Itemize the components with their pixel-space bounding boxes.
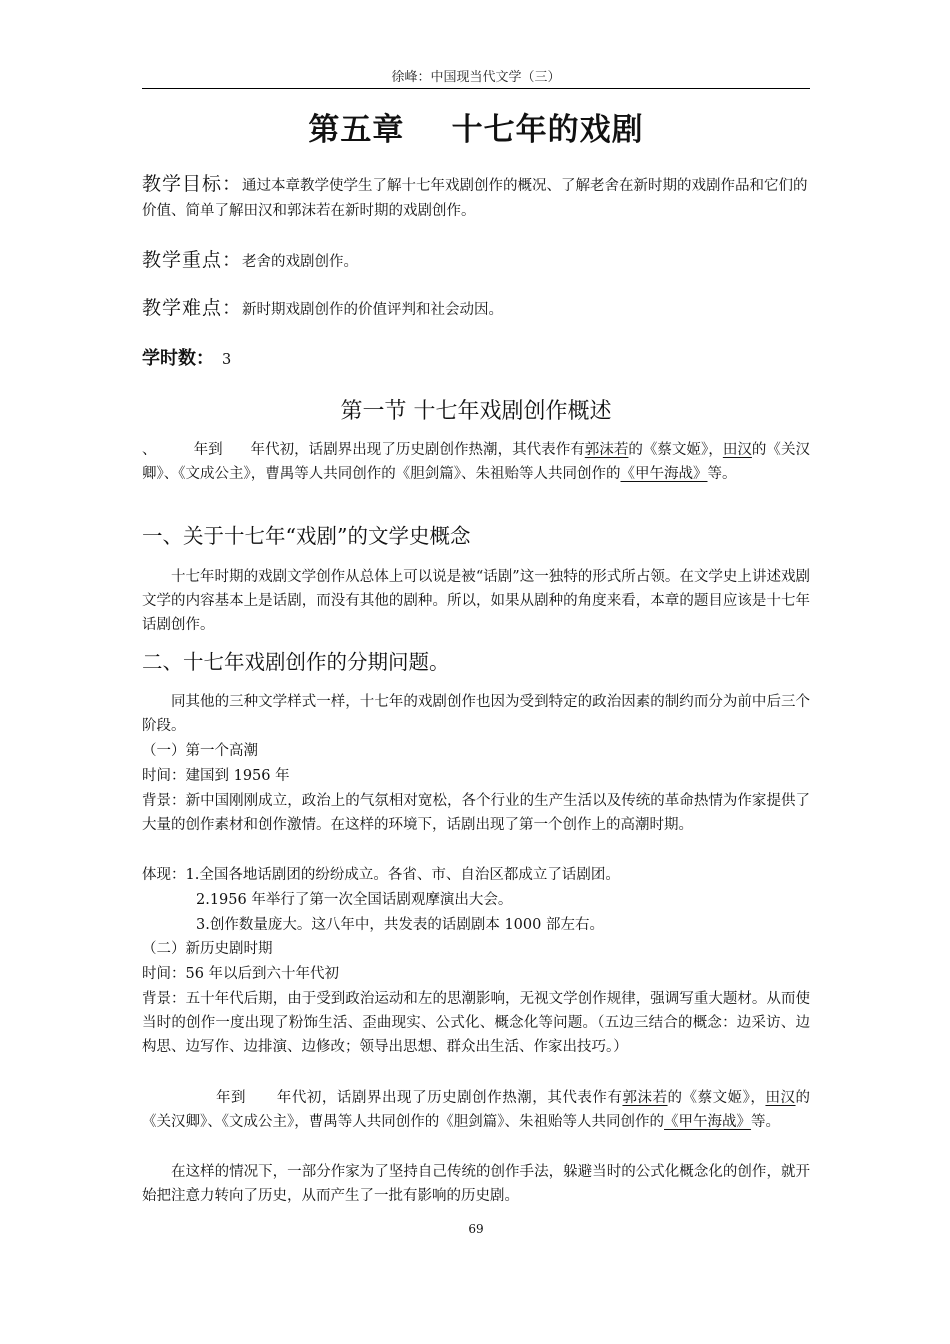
section-title: 第一节 十七年戏剧创作概述 <box>340 399 612 424</box>
manifest-label: 体现： <box>142 867 186 883</box>
stage2-background: 背景：五十年代后期，由于受到政治运动和左的思潮影响，无视文学创作规律，强调写重大题材。从而使当时的创作一度出现了粉饰生活、歪曲现实、公式化、概念化等问题。（五边三结合的概念：边采访、边构思、边写作、边排演、边修改；领导出思想、群众出生活、作家出技巧。） <box>142 991 810 1055</box>
focus-label: 教学重点： <box>142 249 243 271</box>
stage1-time: 时间：建国到 1956 年 <box>142 768 290 784</box>
work-jiawu-haizhan: 《甲午海战》 <box>664 1114 751 1130</box>
author-tian-han: 田汉 <box>765 1090 796 1106</box>
stage1-title: （一）第一个高潮 <box>142 743 258 759</box>
manifest-item: 3.创作数量庞大。这八年中，共发表的话剧剧本 1000 部左右。 <box>196 917 604 933</box>
objective-text: 通过本章教学使学生了解十七年戏剧创作的概况、了解老舍在新时期的戏剧作品和它们的价值、简单了解田汉和郭沫若在新时期的戏剧创作。 <box>142 178 808 219</box>
author-guo-moruo: 郭沫若 <box>584 442 629 458</box>
intro-paragraph: 、 年到 年代初，话剧界出现了历史剧创作热潮，其代表作有郭沫若的《蔡文姬》，田汉的《关汉卿》、《文成公主》，曹禺等人共同创作的《胆剑篇》、朱祖贻等人共同创作的《甲午海战》等。 <box>142 442 810 482</box>
header-rule <box>142 88 810 89</box>
class-hours <box>142 346 810 373</box>
difficulty-text: 新时期戏剧创作的价值评判和社会动因。 <box>242 302 504 318</box>
teaching-objective <box>142 172 810 224</box>
teaching-focus <box>142 248 810 275</box>
closing-paragraph: 在这样的情况下，一部分作家为了坚持自己传统的创作手法，躲避当时的公式化概念化的创作，就开始把注意力转向了历史，从而产生了一批有影响的历史剧。 <box>142 1164 810 1204</box>
heading-concept: 一、关于十七年“戏剧”的文学史概念 <box>142 524 471 548</box>
stage1-background: 背景：新中国刚刚成立，政治上的气氛相对宽松，各个行业的生产生活以及传统的革命热情为作家提供了大量的创作素材和创作激情。在这样的环境下，话剧出现了第一个创作上的高潮时期。 <box>142 793 810 833</box>
difficulty-label: 教学难点： <box>142 297 243 319</box>
author-tian-han: 田汉 <box>722 442 752 458</box>
teaching-difficulty <box>142 296 810 323</box>
manifest-item: 2.1956 年举行了第一次全国话剧观摩演出大会。 <box>196 892 513 908</box>
focus-text: 老舍的戏剧创作。 <box>242 254 359 270</box>
objective-label: 教学目标： <box>142 173 243 195</box>
stage2-time: 时间：56 年以后到六十年代初 <box>142 966 340 982</box>
stage1-manifest <box>142 863 810 887</box>
hours-label: 学时数： <box>142 348 214 369</box>
author-guo-moruo: 郭沫若 <box>622 1090 668 1106</box>
manifest-item: 1.全国各地话剧团的纷纷成立。各省、市、自治区都成立了话剧团。 <box>185 867 620 883</box>
heading-periods: 二、十七年戏剧创作的分期问题。 <box>142 650 450 674</box>
chapter-title: 第五章 十七年的戏剧 <box>308 112 644 148</box>
running-header: 徐峰：中国现当代文学（三） <box>391 70 561 85</box>
stage2-title: （二）新历史剧时期 <box>142 941 273 957</box>
work-jiawu-haizhan: 《甲午海战》 <box>620 466 708 482</box>
repeat-paragraph: 年到 年代初，话剧界出现了历史剧创作热潮，其代表作有郭沫若的《蔡文姬》，田汉的《关汉卿》、《文成公主》，曹禺等人共同创作的《胆剑篇》、朱祖贻等人共同创作的《甲午海战》等。 <box>142 1090 811 1130</box>
periods-paragraph: 同其他的三种文学样式一样，十七年的戏剧创作也因为受到特定的政治因素的制约而分为前中后三个阶段。 <box>142 694 810 734</box>
hours-value: 3 <box>222 352 232 368</box>
page-number: 69 <box>468 1222 484 1236</box>
concept-paragraph: 十七年时期的戏剧文学创作从总体上可以说是被“话剧”这一独特的形式所占领。在文学史上讲述戏剧文学的内容基本上是话剧，而没有其他的剧种。所以，如果从剧种的角度来看，本章的题目应该是十七年话剧创作。 <box>142 569 810 633</box>
